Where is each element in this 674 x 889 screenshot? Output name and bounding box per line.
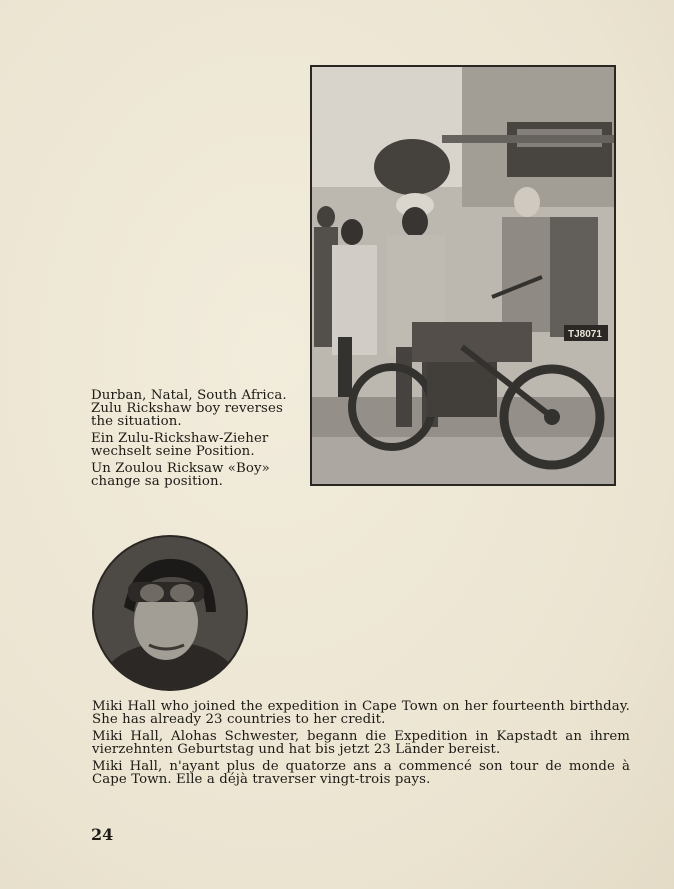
portrait-caption xyxy=(92,700,630,790)
photo-caption-french: Un Zoulou Ricksaw «Boy» change sa position. xyxy=(91,461,270,489)
photo-caption xyxy=(91,389,296,492)
rickshaw-motorcycle-photo xyxy=(310,65,616,486)
portrait-illustration xyxy=(94,537,246,689)
photo-illustration xyxy=(312,67,614,484)
portrait-caption-german: Miki Hall, Alohas Schwester, begann die Expedition in Kapstadt an ihrem vierzehnten Geburtstag und hat bis jetzt 23 Länder bereist. xyxy=(92,729,630,757)
miki-hall-portrait xyxy=(92,535,248,691)
portrait-caption-french: Miki Hall, n'ayant plus de quatorze ans a commencé son tour de monde à Cape Town. Elle a déjà traverser vingt-trois pays. xyxy=(92,759,630,787)
page-number: 24 xyxy=(91,825,114,844)
portrait-caption-english: Miki Hall who joined the expedition in Cape Town on her fourteenth birthday. She has already 23 countries to her credit. xyxy=(92,699,630,727)
license-plate-text: TJ8071 xyxy=(568,329,602,340)
photo-caption-german: Ein Zulu-Rickshaw-Zieher wechselt seine Position. xyxy=(91,431,269,459)
photo-caption-english: Durban, Natal, South Africa. Zulu Rickshaw boy reverses the situation. xyxy=(91,388,287,429)
